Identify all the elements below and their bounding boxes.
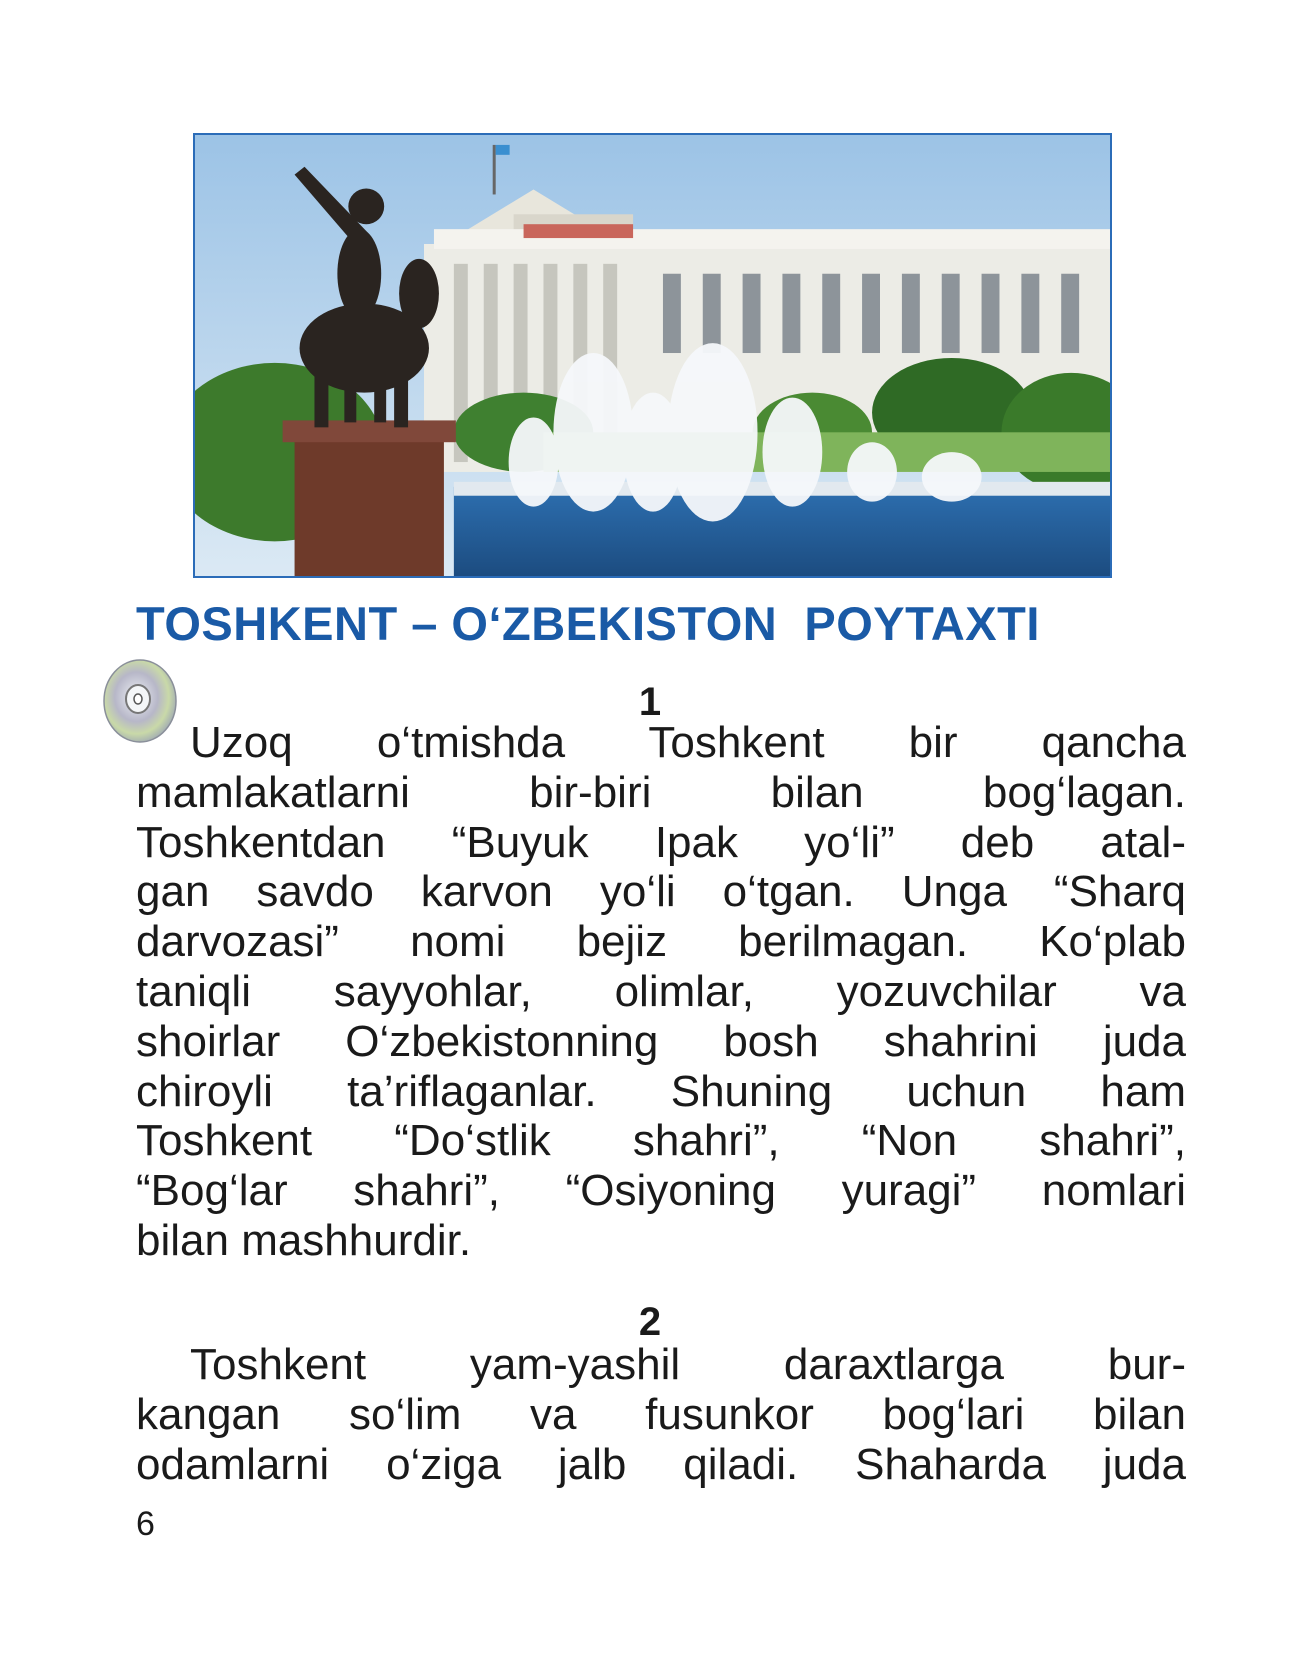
text-line: chiroyli ta’riflaganlar. Shuning uchun ham xyxy=(136,1066,1186,1116)
photo-illustration xyxy=(195,135,1110,576)
text-line: darvozasi” nomi bejiz berilmagan. Ko‘plab xyxy=(136,917,1186,967)
text-line: mamlakatlarni bir-biri bilan bog‘lagan. xyxy=(136,767,1186,817)
section-1-paragraph xyxy=(136,718,1186,1266)
text-line: taniqli sayyohlar, olimlar, yozuvchilar va xyxy=(136,966,1186,1016)
page-title: TOSHKENT – O‘ZBEKISTON POYTAXTI xyxy=(136,597,1040,650)
text-line: “Bog‘lar shahri”, “Osiyoning yuragi” nomlari xyxy=(136,1166,1186,1216)
page-number: 6 xyxy=(136,1505,155,1543)
text-line: Toshkent yam-yashil daraxtlarga bur- xyxy=(190,1340,1186,1389)
text-line: gan savdo karvon yo‘li o‘tgan. Unga “Sharq xyxy=(136,867,1186,917)
tashkent-square-photo xyxy=(193,133,1112,578)
section-2-paragraph xyxy=(136,1340,1186,1489)
text-line: shoirlar O‘zbekistonning bosh shahrini juda xyxy=(136,1016,1186,1066)
section-number-2: 2 xyxy=(638,1300,662,1344)
section-number-1: 1 xyxy=(638,680,662,724)
text-line: bilan mashhurdir. xyxy=(136,1215,472,1265)
text-line: Toshkentdan “Buyuk Ipak yo‘li” deb atal- xyxy=(136,817,1186,867)
text-line: odamlarni o‘ziga jalb qiladi. Shaharda juda xyxy=(136,1439,1186,1489)
text-line: Toshkent “Do‘stlik shahri”, “Non shahri”, xyxy=(136,1116,1186,1166)
text-line: Uzoq o‘tmishda Toshkent bir qancha xyxy=(190,718,1186,767)
text-line: kangan so‘lim va fusunkor bog‘lari bilan xyxy=(136,1389,1186,1439)
